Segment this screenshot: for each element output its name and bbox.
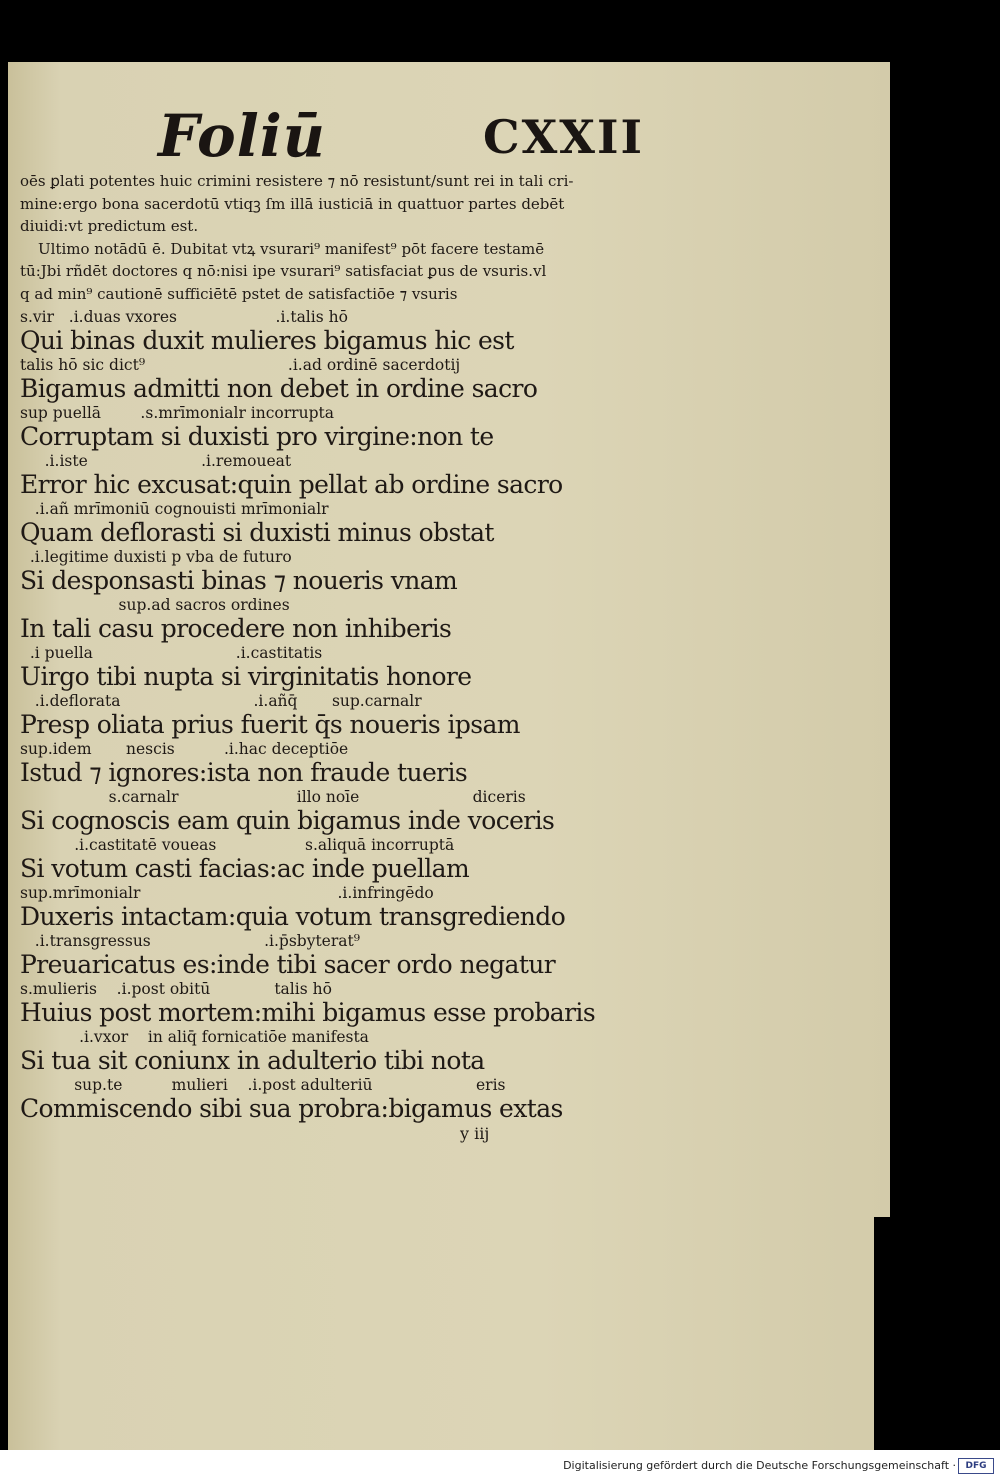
verse-line: Preuaricatus es:inde tibi sacer ordo negatur	[20, 950, 556, 979]
gloss-line: .i.castitatē voueas s.aliquā incorruptā	[20, 836, 455, 854]
verse-line: In tali casu procedere non inhiberis	[20, 614, 452, 643]
page-edge-damage	[874, 1217, 890, 1450]
gloss-line: .i.legitime duxisti p vba de futuro	[20, 548, 292, 566]
folio-label: Foliū	[158, 102, 326, 170]
book-page	[8, 62, 890, 1450]
verse-line: Si cognoscis eam quin bigamus inde voceris	[20, 806, 555, 835]
gloss-line: s.carnalr illo noīe diceris	[20, 788, 526, 806]
gloss-line: .i.vxor in aliq̄ fornicatiōe manifesta	[20, 1028, 369, 1046]
prose-line: tū:Jbi rñdēt doctores q nō:nisi ipe vsurari⁹ satisfaciat ꝑus de vsuris.vl	[20, 262, 547, 280]
page-text	[20, 170, 710, 1121]
gloss-line: talis hō sic dict⁹ .i.ad ordinē sacerdotij	[20, 356, 461, 374]
funding-notice: Digitalisierung gefördert durch die Deutsche Forschungsgemeinschaft ·	[563, 1459, 956, 1472]
verse-line: Uirgo tibi nupta si virginitatis honore	[20, 662, 472, 691]
dfg-logo: DFG	[958, 1458, 994, 1474]
gloss-line: sup.mrīmonialr .i.infringēdo	[20, 884, 434, 902]
gloss-line: .i.deflorata .i.añq̄ sup.carnalr	[20, 692, 422, 710]
verse-line: Huius post mortem:mihi bigamus esse probaris	[20, 998, 596, 1027]
prose-line: Ultimo notādū ē. Dubitat vtꝝ vsurari⁹ manifest⁹ pōt facere testamē	[38, 239, 545, 258]
gloss-line: .i.transgressus .i.p̄sbyterat⁹	[20, 932, 360, 950]
verse-line: Si votum casti facias:ac inde puellam	[20, 854, 470, 883]
folio-number: CXXII	[483, 110, 645, 164]
prose-line: q ad min⁹ cautionē sufficiētē pstet de satisfactiōe ⁊ vsuris	[20, 284, 458, 303]
verse-line: Commiscendo sibi sua probra:bigamus extas	[20, 1094, 563, 1123]
page-header	[158, 102, 658, 172]
verse-line: Quam deflorasti si duxisti minus obstat	[20, 518, 494, 547]
verse-line: Corruptam si duxisti pro virgine:non te	[20, 422, 494, 451]
verse-line: Si tua sit coniunx in adulterio tibi nota	[20, 1046, 485, 1075]
gloss-line: sup puellā .s.mrīmonialr incorrupta	[20, 404, 334, 422]
gloss-line: s.mulieris .i.post obitū talis hō	[20, 980, 332, 998]
gloss-line: sup.ad sacros ordines	[20, 596, 290, 614]
verse-line: Si desponsasti binas ⁊ noueris vnam	[20, 566, 458, 595]
gloss-line: .i.añ mrīmoniū cognouisti mrīmonialr	[20, 500, 329, 518]
gloss-line: sup.idem nescis .i.hac deceptiōe	[20, 740, 349, 758]
gloss-line: .i puella .i.castitatis	[20, 644, 323, 662]
gloss-line: s.vir .i.duas vxores .i.talis hō	[20, 308, 348, 326]
prose-line: mine:ergo bona sacerdotū vtiqꝫ ſm illā iusticiā in quattuor partes debēt	[20, 194, 565, 213]
prose-line: diuidi:vt predictum est.	[20, 217, 199, 235]
footer-bar	[0, 1450, 1000, 1477]
verse-line: Error hic excusat:quin pellat ab ordine sacro	[20, 470, 563, 499]
verse-line: Qui binas duxit mulieres bigamus hic est	[20, 326, 514, 355]
verse-line: Istud ⁊ ignores:ista non fraude tueris	[20, 758, 468, 787]
gloss-line: .i.iste .i.remoueat	[20, 452, 292, 470]
verse-line: Duxeris intactam:quia votum transgrediendo	[20, 902, 566, 931]
prose-line: oēs ꝑlati potentes huic crimini resistere ⁊ nō resistunt/sunt rei in tali cri-	[20, 172, 574, 190]
signature-mark: y iij	[460, 1124, 490, 1143]
verse-line: Presp oliata prius fuerit q̄s noueris ipsam	[20, 710, 520, 739]
verse-line: Bigamus admitti non debet in ordine sacro	[20, 374, 538, 403]
gloss-line: sup.te mulieri .i.post adulteriū eris	[20, 1076, 506, 1094]
